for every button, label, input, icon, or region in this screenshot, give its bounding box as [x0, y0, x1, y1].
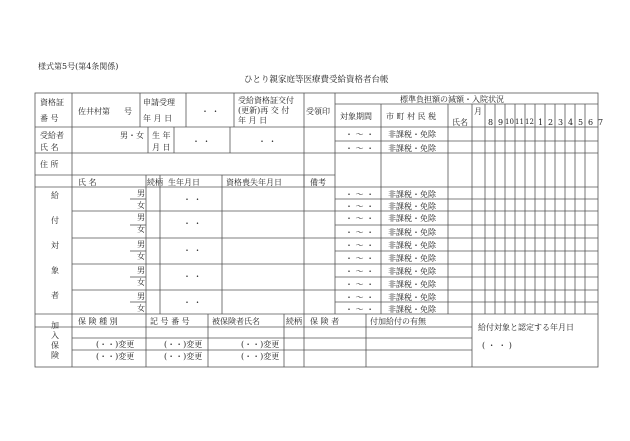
beneficiary-remarks-header: 備考: [310, 178, 326, 187]
municipal-tax-header: 市 町 村 民 税: [386, 112, 437, 121]
insurance-type-header: 保 険 種 別: [78, 317, 118, 326]
month-cell: 3: [558, 118, 564, 127]
page-title: ひとり親家庭等医療費受給資格者台帳: [244, 75, 389, 85]
beneficiary-gender-female[interactable]: 女: [137, 278, 145, 287]
beneficiary-gender-female[interactable]: 女: [137, 201, 145, 210]
insured-change[interactable]: (・・)変更: [241, 340, 280, 349]
beneficiary-birth-date[interactable]: ・ ・: [183, 219, 202, 228]
month-cell: 11: [515, 118, 524, 126]
month-cell: 9: [498, 118, 504, 127]
birth-label: 生 年: [152, 131, 171, 140]
insurance-relation-header: 続柄: [286, 317, 302, 326]
month-cell: 12: [525, 118, 534, 126]
period-input[interactable]: ・ ～ ・: [345, 202, 375, 211]
recipient-birth-date[interactable]: ・ ・: [192, 137, 211, 146]
certified-date[interactable]: ( ・ ・ ): [482, 341, 512, 350]
beneficiary-section-label: 者: [51, 291, 59, 300]
beneficiary-gender-male[interactable]: 男: [137, 189, 145, 198]
number-suffix: 号: [124, 107, 132, 116]
beneficiary-birth-date[interactable]: ・ ・: [183, 195, 202, 204]
period-input[interactable]: ・ ～ ・: [345, 280, 375, 289]
period-input[interactable]: ・ ～ ・: [345, 144, 375, 153]
recipient-name-label: 氏 名: [40, 143, 59, 152]
beneficiary-birth-date[interactable]: ・ ・: [183, 246, 202, 255]
month-cell: 10: [505, 118, 514, 126]
month-cell: 8: [488, 118, 494, 127]
insurance-change[interactable]: (・・)変更: [96, 340, 135, 349]
month-cell: 5: [578, 118, 584, 127]
period-input[interactable]: ・ ～ ・: [345, 267, 375, 276]
beneficiary-section-label: 象: [51, 266, 59, 275]
beneficiary-loss-header: 資格喪失年月日: [226, 178, 282, 187]
insurance-section-label: 入: [51, 331, 59, 340]
period-input[interactable]: ・ ～ ・: [345, 190, 375, 199]
number-prefix: 佐井村第: [78, 107, 110, 116]
tax-status[interactable]: 非課税・免除: [388, 280, 436, 289]
period-input[interactable]: ・ ～ ・: [345, 241, 375, 250]
address-label: 住 所: [40, 160, 59, 169]
month-cell: 4: [568, 118, 574, 127]
qualification-label-2: 番 号: [40, 114, 59, 123]
month-cell: 6: [588, 118, 594, 127]
tax-status[interactable]: 非課税・免除: [388, 254, 436, 263]
tax-status[interactable]: 非課税・免除: [388, 241, 436, 250]
beneficiary-gender-male[interactable]: 男: [137, 292, 145, 301]
beneficiary-section-label: 給: [51, 191, 59, 200]
birth-label-2: 月 日: [152, 143, 171, 152]
beneficiary-birth-date[interactable]: ・ ・: [183, 272, 202, 281]
insurance-section-label: 険: [51, 351, 59, 360]
tax-status[interactable]: 非課税・免除: [388, 190, 436, 199]
beneficiary-gender-female[interactable]: 女: [137, 225, 145, 234]
insured-change[interactable]: (・・)変更: [241, 352, 280, 361]
recipient-label: 受給者: [40, 131, 64, 140]
tax-status[interactable]: 非課税・免除: [388, 130, 436, 139]
insurance-change[interactable]: (・・)変更: [96, 352, 135, 361]
insurer-header: 保 険 者: [310, 317, 340, 326]
beneficiary-gender-female[interactable]: 女: [137, 304, 145, 313]
beneficiary-relation-header: 続柄: [147, 178, 163, 187]
name-label: 氏名: [452, 118, 468, 127]
beneficiary-section-label: 付: [51, 216, 59, 225]
beneficiary-birth-date[interactable]: ・ ・: [183, 298, 202, 307]
month-cell: 7: [598, 118, 604, 127]
certificate-reissue-label: (更新)再 交 付: [238, 106, 290, 115]
insured-name-header: 被保険者氏名: [212, 317, 260, 326]
recipient-extra-date[interactable]: ・ ・: [258, 137, 277, 146]
beneficiary-section-label: 対: [51, 241, 59, 250]
symbol-change[interactable]: (・・)変更: [164, 352, 203, 361]
recipient-gender[interactable]: 男・女: [120, 131, 144, 140]
tax-status[interactable]: 非課税・免除: [388, 293, 436, 302]
qualification-label: 資格証: [40, 98, 64, 107]
receipt-stamp-label: 受領印: [306, 107, 330, 116]
beneficiary-gender-male[interactable]: 男: [137, 266, 145, 275]
certificate-date-label: 年 月 日: [238, 116, 268, 125]
period-input[interactable]: ・ ～ ・: [345, 214, 375, 223]
month-cell: 1: [538, 118, 544, 127]
tax-status[interactable]: 非課税・免除: [388, 202, 436, 211]
period-header: 対象期間: [340, 112, 372, 121]
application-date[interactable]: ・ ・: [201, 107, 220, 116]
form-number: 様式第5号(第4条関係): [38, 62, 119, 71]
application-label: 申請受理: [143, 98, 175, 107]
beneficiary-gender-male[interactable]: 男: [137, 240, 145, 249]
standard-burden-title: 標準負担額の減額・入院状況: [400, 95, 504, 104]
period-input[interactable]: ・ ～ ・: [345, 293, 375, 302]
month-cell: 2: [548, 118, 554, 127]
period-input[interactable]: ・ ～ ・: [345, 130, 375, 139]
beneficiary-birth-header: 生年月日: [168, 178, 200, 187]
tax-status[interactable]: 非課税・免除: [388, 228, 436, 237]
certified-date-label: 給付対象と認定する年月日: [478, 323, 574, 332]
beneficiary-gender-male[interactable]: 男: [137, 213, 145, 222]
insurance-symbol-header: 記 号 番 号: [150, 317, 190, 326]
month-label: 月: [474, 107, 482, 116]
period-input[interactable]: ・ ～ ・: [345, 254, 375, 263]
application-date-label: 年 月 日: [143, 114, 173, 123]
insurance-section-label: 保: [51, 341, 59, 350]
beneficiary-gender-female[interactable]: 女: [137, 252, 145, 261]
tax-status[interactable]: 非課税・免除: [388, 144, 436, 153]
symbol-change[interactable]: (・・)変更: [164, 340, 203, 349]
period-input[interactable]: ・ ～ ・: [345, 305, 375, 314]
tax-status[interactable]: 非課税・免除: [388, 214, 436, 223]
beneficiary-name-header: 氏 名: [78, 178, 97, 187]
insurance-section-label: 加: [51, 321, 59, 330]
additional-benefit-header: 付加給付の有無: [370, 317, 426, 326]
period-input[interactable]: ・ ～ ・: [345, 228, 375, 237]
tax-status[interactable]: 非課税・免除: [388, 305, 436, 314]
certificate-issue-label: 受給資格証交付: [238, 96, 294, 105]
tax-status[interactable]: 非課税・免除: [388, 267, 436, 276]
